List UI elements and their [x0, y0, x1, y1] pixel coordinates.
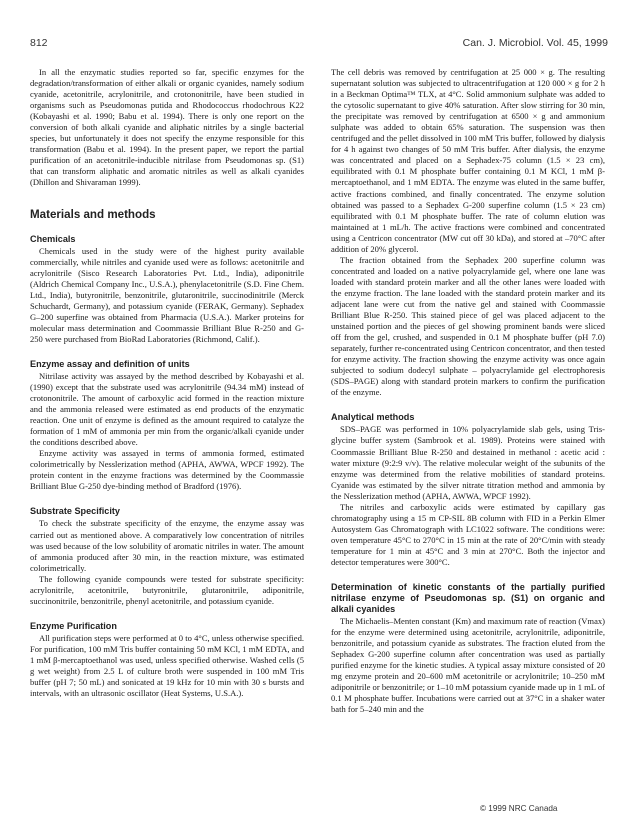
- left-column: [30, 67, 304, 699]
- copyright-footer: © 1999 NRC Canada: [480, 804, 558, 813]
- intro-paragraph: In all the enzymatic studies reported so far, specific enzymes for the degradation/transformation of either alkali or organic cyanides, namely sodium cyanide, acetonitrile, acrylonitrile, and crotononitrile, have been studied in organisms such as Pseudomonas putida and Rhodococcus rhodochrous K22 (Kobayashi et al. 1990; Babu et al. 1994). There is only one report on the conversion of both alkali cyanide and aliphatic nitriles by a single bacterial species, but unfortunately it does not specify the enzyme responsible for this transformation (Babu et al. 1994). In the present paper, we report the partial purification of an acetonitrile-inducible nitrilase from Pseudomonas sp. (S1) that can transform aliphatic and aromatic nitriles as well as alkali cyanides (Dhillon and Shivaraman 1999).: [30, 67, 304, 188]
- running-header: [30, 37, 608, 51]
- section-title: Materials and methods: [30, 207, 156, 221]
- assay-paragraph-2: Enzyme activity was assayed in terms of ammonia formed, estimated colorimetrically by Nesslerization method (APHA, AWWA, WPCF 1992). The protein content in the enzyme fractions was determined by the Coommassie Brilliant Blue G-250 dye-binding method of Bradford (1976).: [30, 448, 304, 492]
- analytical-paragraph-2: The nitriles and carboxylic acids were estimated by capillary gas chromatography using a 15 m CP-SIL 8B column with FID in a Perkin Elmer Autosystem Gas Chromatograph with LC1022 software. The conditions were: oven temperature 45°C to 270°C in 15 min at the rate of 20°C/min with steady temperature for 1 min at 45°C and 3 min at 270°C. Both the injector and detector temperatures were 300°C.: [331, 501, 605, 567]
- right-column: [331, 67, 605, 715]
- chemicals-heading: Chemicals: [30, 233, 76, 244]
- journal-citation: Can. J. Microbiol. Vol. 45, 1999: [462, 37, 608, 49]
- page-number: 812: [30, 37, 48, 49]
- substrate-paragraph-2: The following cyanide compounds were tested for substrate specificity: acrylonitrile, acetonitrile, butyronitrile, glutaronitrile, adiponitrile, succinonitrile, benzonitrile, phenyl acetonitrile, and potassium cyanide.: [30, 573, 304, 606]
- kinetic-heading: Determination of kinetic constants of the partially purified nitrilase enzyme of Pseudomonas sp. (S1) on organic and alkali cyanides: [331, 582, 605, 615]
- gel-paragraph: The fraction obtained from the Sephadex 200 superfine column was concentrated and loaded on a native polyacrylamide gel, where one lane was loaded with standard protein marker and all the other lanes were loaded with the enzyme fraction. The lane loaded with the standard protein marker and its adjacent lane were cut from the native gel and stained with Coommassie Brilliant Blue R-250. This stained piece of gel was placed adjacent to the unstained portion and the pieces of gel showing prominent bands were sliced off from the gel, crushed, and suspended in 0.1 M phosphate buffer (pH 7.0) separately, further re-concentrated using Centricon concentrator, and then tested for enzyme activity. The fraction showing the enzyme activity was once again subjected to sodium dodecyl sulphate – polyacrylamide gel electrophoresis (SDS–PAGE) along with standard protein markers to confirm the purification of the enzyme.: [331, 254, 605, 398]
- chemicals-paragraph: Chemicals used in the study were of the highest purity available commercially, while nitriles and cyanide used were as follows: acetonitrile and acrylonitrile (Sisco Research Laboratories Pvt. Ltd., India), adiponitrile (Aldrich Chemical Company Inc., U.S.A.), phenylacetonitrile (S.D. Fine Chem. Ltd., India), butyronitrile, benzonitrile, glutaronitrile, succinodinitrile (Merck Schuchardt, Germany), and potassium cyanide (FERAK, Germany). Sephadex G–200 superfine was obtained from Pharmacia (U.S.A.). Marker proteins for molecular mass determination and Coommassie Brilliant Blue R-250 and G-250 were purchased from BioRad Laboratories (Richmond, Calif.).: [30, 245, 304, 344]
- analytical-paragraph-1: SDS–PAGE was performed in 10% polyacrylamide slab gels, using Tris-glycine buffer system (Sambrook et al. 1989). Proteins were stained with Coommassie Brilliant Blue R-250 and destained in methanol : acetic acid : water mixture (9:2:9 v/v). The relative molecular weight of the subunits of the enzyme was determined from the relative mobilities of standard proteins. Cyanide was estimated by the silver nitrate titration method and ammonia by the Nesslerization method (APHA, AWWA, WPCF 1992).: [331, 424, 605, 501]
- purification-paragraph: All purification steps were performed at 0 to 4°C, unless otherwise specified. For purification, 100 mM Tris buffer containing 50 mM KCl, 1 mM EDTA, and 1 mM β-mercaptoethanol was used, unless specified otherwise. Washed cells (5 g wet weight) from 2.5 L of culture broth were suspended in 100 mM Tris buffer (pH 7; 50 mL) and sonicated at 19 kHz for 10 min with 30 s bursts and intervals, with an ultrasonic oscillator (Heat Systems, U.S.A.).: [30, 632, 304, 699]
- purification-heading: Enzyme Purification: [30, 620, 117, 631]
- assay-paragraph-1: Nitrilase activity was assayed by the method described by Kobayashi et al. (1990) except that the substrate used was acrylonitrile (94.34 mM) instead of crotononitrile. The amount of carboxylic acid formed in the reaction mixture and the ammonia released were estimated as end products of the enzymatic reaction. One unit of enzyme is defined as the amount required to catalyze the formation of 1 mM of ammonia per min from the organic/alkali cyanide under the conditions described above.: [30, 370, 304, 448]
- assay-heading: Enzyme assay and definition of units: [30, 358, 190, 369]
- substrate-paragraph-1: To check the substrate specificity of the enzyme, the enzyme assay was carried out as mentioned above. A comparatively low concentration of nitriles was used because of the low solubility of aromatic nitriles in water. The amount of ammonia produced after 30 min, in the reaction mixture, was estimated colorimetrically.: [30, 518, 304, 573]
- purification-continued-paragraph: The cell debris was removed by centrifugation at 25 000 × g. The resulting supernatant solution was subjected to ultracentrifugation at 120 000 × g for 2 h in a Beckman Optima™ TLX, at 4°C. Solid ammonium sulphate was added to the cytosolic supernatant to give 40% saturation. After slow stirring for 30 min, the precipitate was removed by centrifugation at 6500 × g and ammonium sulphate was added to obtain 65% saturation. The suspension was then centrifuged and the pellet dissolved in 100 mM Tris buffer, followed by dialysis for 4 h against two changes of 50 mM Tris buffer. After dialysis, the enzyme was concentrated and placed on a Sephadex-75 column (1.5 × 23 cm), equilibrated with 0.1 M phosphate buffer containing 0.1 M KCl, 1 mM β-mercaptoethanol, and 1 mM EDTA. The enzyme was eluted in the same buffer, active fractions combined, and finally concentrated. The enzyme solution obtained was passed to a Sephadex G-200 superfine column (1.5 × 23 cm) equilibrated with 0.1 M phosphate buffer. The rate of column elution was maintained at 1 mL/h. The active fractions were combined and concentrated using a Centricon concentrator (MW cut off 30 kDa), and stored at –70°C after addition of 20% glycerol.: [331, 67, 605, 254]
- substrate-heading: Substrate Specificity: [30, 506, 120, 517]
- analytical-heading: Analytical methods: [331, 412, 415, 423]
- kinetic-paragraph: The Michaelis–Menten constant (Km) and maximum rate of reaction (Vmax) for the enzyme were determined using acetonitrile, acrylonitrile, adiponitrile, benzonitrile, and potassium cyanide as substrates. The fraction eluted from the Sephadex G-200 superfine column after concentration was used as partially purified enzyme for the kinetic studies. A typical assay mixture consisted of 20 mg enzyme protein and 20–600 mM acetonitrile or acrylonitrile; 10–250 mM adiponitrile or benzonitrile; or 1–10 mM potassium cyanide made up in 1 mL of 0.1 M phosphate buffer. Incubations were carried out at 37°C in a shaker water bath for 5–240 min and the: [331, 616, 605, 715]
